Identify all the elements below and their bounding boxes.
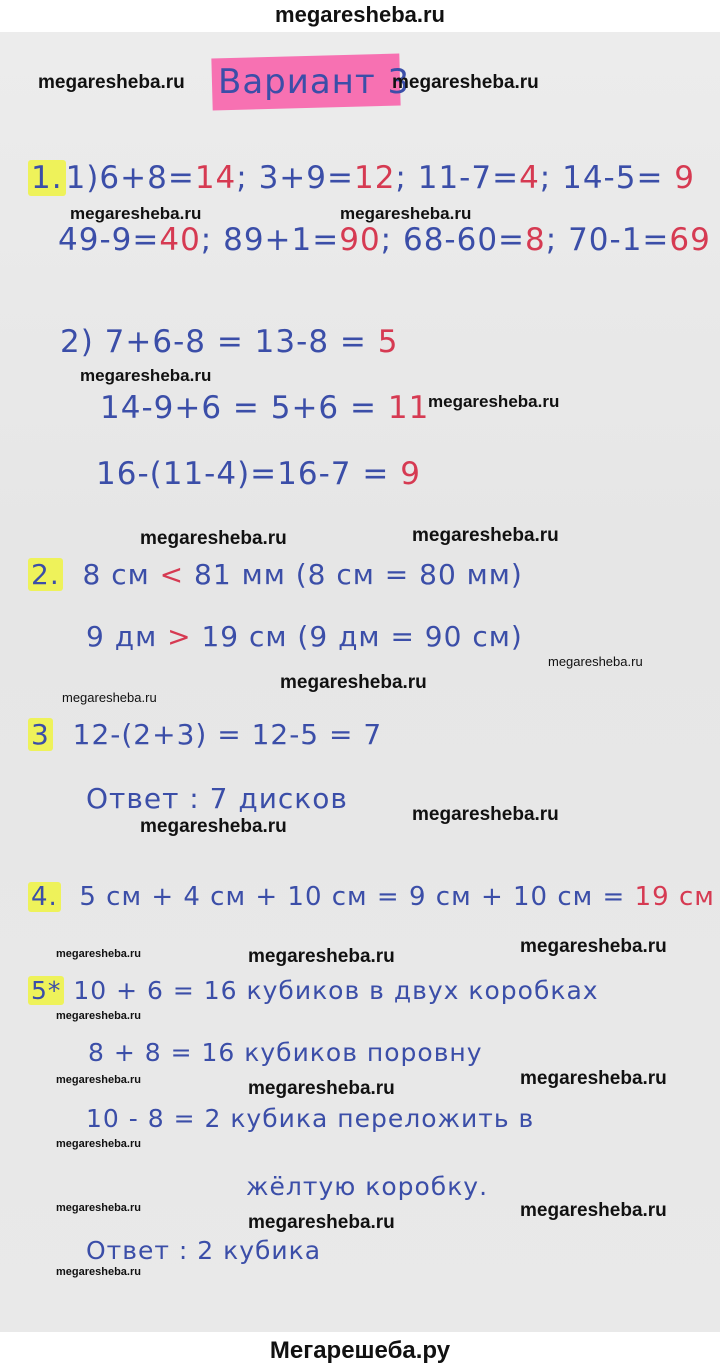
site-header: megaresheba.ru (0, 0, 720, 32)
watermark: megaresheba.ru (140, 528, 287, 549)
expr: ; 14-5= (539, 160, 675, 196)
task2-line2 (86, 620, 523, 653)
expr: ; 3+9= (236, 160, 354, 196)
task1-part1-label: 1) (65, 160, 100, 196)
task5-number: 5* (28, 976, 64, 1005)
task1-part2-line1 (60, 324, 398, 360)
expr: 8 см (82, 558, 160, 591)
watermark: megaresheba.ru (428, 392, 560, 411)
answer: 40 (159, 222, 201, 258)
expr: ; 70-1= (545, 222, 670, 258)
task3-number: 3 (28, 718, 53, 751)
watermark: megaresheba.ru (248, 1078, 395, 1099)
watermark: megaresheba.ru (38, 72, 185, 93)
expr: 19 см (9 дм = 90 см) (191, 620, 523, 653)
expr: 14-9+6 = 5+6 = (100, 390, 388, 426)
watermark: megaresheba.ru (56, 1010, 141, 1022)
task2-number: 2. (28, 558, 63, 591)
watermark: megaresheba.ru (412, 804, 559, 825)
watermark: megaresheba.ru (248, 1212, 395, 1233)
answer: 14 (194, 160, 237, 196)
task4-line (28, 882, 715, 912)
task5-line4: жёлтую коробку. (246, 1172, 489, 1201)
compare-sign: > (167, 620, 192, 653)
task5-line1 (28, 976, 599, 1005)
expr: 5 см + 4 см + 10 см = 9 см + 10 см = (79, 882, 635, 912)
expr: ; 89+1= (200, 222, 340, 258)
watermark: megaresheba.ru (56, 948, 141, 960)
watermark: megaresheba.ru (56, 1202, 141, 1214)
expr: 6+8= (99, 160, 195, 196)
watermark: megaresheba.ru (280, 672, 427, 693)
watermark: megaresheba.ru (412, 525, 559, 546)
expr: 9 дм (86, 620, 168, 653)
notebook-page (0, 32, 720, 1332)
task2-line1 (28, 558, 523, 591)
expr: 81 мм (8 см = 80 мм) (184, 558, 523, 591)
watermark: megaresheba.ru (56, 1138, 141, 1150)
page-title: Вариант 3 (218, 62, 411, 102)
watermark: megaresheba.ru (56, 1074, 141, 1086)
watermark: megaresheba.ru (80, 366, 212, 385)
task5-line3: 10 - 8 = 2 кубика переложить в (86, 1104, 535, 1133)
expr: 16-(11-4)=16-7 = (96, 456, 401, 492)
watermark: megaresheba.ru (548, 654, 643, 669)
task1-line1 (28, 160, 695, 196)
watermark: megaresheba.ru (70, 204, 202, 223)
task1-part2-line3 (96, 456, 421, 492)
task1-line2 (58, 222, 711, 258)
answer: 8 (525, 222, 546, 258)
task5-line2: 8 + 8 = 16 кубиков поровну (88, 1038, 483, 1067)
answer: 4 (519, 160, 540, 196)
task5-answer: Ответ : 2 кубика (86, 1236, 322, 1265)
answer: 5 (377, 324, 399, 360)
expr: 12-(2+3) = 12-5 = 7 (72, 718, 383, 751)
site-footer: Мегарешеба.ру (0, 1332, 720, 1369)
task1-part2-line2 (100, 390, 429, 426)
watermark: megaresheba.ru (140, 816, 287, 837)
answer: 9 (674, 160, 696, 196)
compare-sign: < (159, 558, 185, 591)
expr: 49-9= (58, 222, 160, 258)
watermark: megaresheba.ru (62, 690, 157, 705)
watermark: megaresheba.ru (520, 936, 667, 957)
expr: ; 11-7= (395, 160, 520, 196)
expr: 2) 7+6-8 = 13-8 = (60, 324, 378, 360)
answer: 90 (339, 222, 381, 258)
task4-number: 4. (28, 882, 61, 912)
watermark: megaresheba.ru (520, 1068, 667, 1089)
expr: ; 68-60= (380, 222, 526, 258)
answer: 19 см (634, 882, 715, 912)
watermark: megaresheba.ru (520, 1200, 667, 1221)
expr: 10 + 6 = 16 кубиков в двух коробках (73, 976, 599, 1005)
watermark: megaresheba.ru (392, 72, 539, 93)
task3-line1 (28, 718, 382, 751)
answer: 12 (353, 160, 396, 196)
answer: 69 (669, 222, 711, 258)
answer: 9 (400, 456, 421, 492)
watermark: megaresheba.ru (56, 1266, 141, 1278)
watermark: megaresheba.ru (340, 204, 472, 223)
task1-number: 1. (28, 160, 66, 196)
task3-answer: Ответ : 7 дисков (86, 782, 348, 815)
watermark: megaresheba.ru (248, 946, 395, 967)
answer: 11 (387, 390, 430, 426)
